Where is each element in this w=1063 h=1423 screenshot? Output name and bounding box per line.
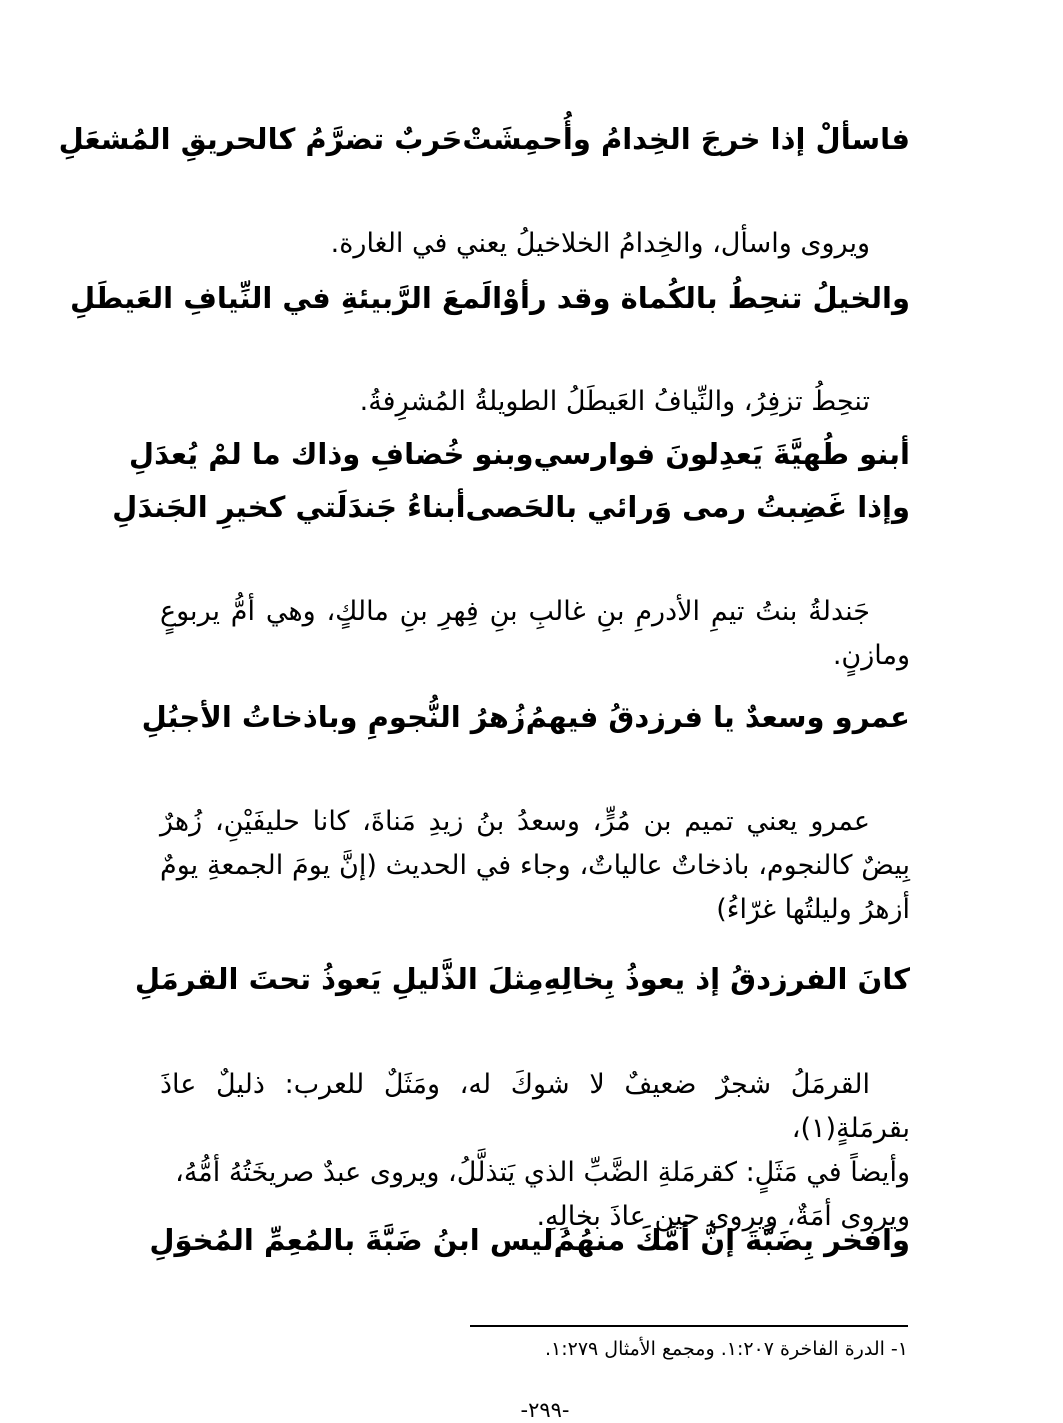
- commentary-line: جَندلةُ بنتُ تيمِ الأدرمِ بنِ غالبِ بنِ فِهرِ بنِ مالكٍ، وهي أمُّ يربوعٍ ومازنٍ.: [160, 596, 910, 671]
- commentary-paragraph: [160, 1063, 910, 1239]
- commentary-paragraph: [160, 380, 910, 424]
- verse-second-hemistich: زُهرُ النُّجومِ وباذخاتُ الأجبُلِ: [141, 700, 526, 734]
- verse-line: [58, 117, 910, 161]
- verse-second-hemistich: لَمعَ الرَّبيئةِ في النِّيافِ العَيطَلِ: [69, 281, 493, 315]
- verse-line: [69, 276, 910, 320]
- verse-first-hemistich: أبنو طُهيَّةَ يَعدِلونَ فوارسي: [533, 437, 910, 471]
- verse-first-hemistich: وإذا غَضِبتُ رمى وَرائي بالحَصى: [465, 490, 910, 524]
- commentary-line: وأيضاً في مَثَلٍ: كقرمَلةِ الضَّبِّ الذي يَتذلَّلُ، ويروى عبدٌ صريخَتُهُ أمُّهُ،: [175, 1157, 910, 1188]
- verse-line: [112, 485, 910, 529]
- commentary-line: عمرو يعني تميم بن مُرٍّ، وسعدُ بنُ زيدِ مَناةَ، كانا حليفَيْنِ، زُهرٌ بِيضٌ كالنجوم، باذخاتٌ عالياتٌ، وجاء في الحديث (إنَّ يومَ الجمعةِ يومٌ أزهرُ وليلتُها غرّاءُ): [160, 806, 910, 925]
- verse-line: [128, 432, 910, 476]
- verse-line: [141, 695, 910, 739]
- commentary-line: ويروى أمَةٌ، ويروى حين عاذَ بخالِهِ.: [536, 1201, 910, 1232]
- footnote-separator: [470, 1325, 908, 1327]
- verse-first-hemistich: عمرو وسعدٌ يا فرزدقُ فيهمُ: [525, 700, 910, 734]
- verse-first-hemistich: فاسألْ إذا خرجَ الخِدامُ وأُحمِشَتْ: [462, 122, 910, 156]
- commentary-paragraph: [160, 800, 910, 932]
- verse-second-hemistich: وبنو خُضافِ وذاك ما لمْ يُعدَلِ: [128, 437, 534, 471]
- commentary-line: ويروى واسأل، والخِدامُ الخلاخيلُ يعني في الغارة.: [330, 228, 870, 259]
- commentary-paragraph: [160, 590, 910, 678]
- verse-line: [149, 1218, 910, 1262]
- footnote: ١- الدرة الفاخرة ١:٢٠٧. ومجمع الأمثال ١:٢٧٩.: [544, 1338, 908, 1360]
- verse-second-hemistich: ليس ابنُ ضَبَّةَ بالمُعِمِّ المُخوَلِ: [149, 1223, 554, 1257]
- verse-first-hemistich: والخيلُ تنحِطُ بالكُماة وقد رأوْا: [492, 281, 910, 315]
- commentary-line: القرمَلُ شجرٌ ضعيفٌ لا شوكَ له، ومَثَلٌ للعرب: ذليلٌ عاذَ بقرمَلةٍ(١)،: [160, 1069, 910, 1144]
- verse-second-hemistich: مِثلَ الذَّليلِ يَعوذُ تحتَ القرمَلِ: [134, 962, 544, 996]
- page-number: -٢٩٩-: [520, 1398, 570, 1422]
- verse-second-hemistich: حَربٌ تضرَّمُ كالحريقِ المُشعَلِ: [58, 122, 463, 156]
- commentary-paragraph: [160, 222, 910, 266]
- verse-first-hemistich: وافخر بِضَبَّةَ إنَّ أمَّكَ منهُمُ: [553, 1223, 910, 1257]
- commentary-line: تنحِطُ تزفِرُ، والنِّيافُ العَيطَلُ الطويلةُ المُشرِفةُ.: [359, 386, 870, 417]
- verse-line: [134, 957, 910, 1001]
- verse-first-hemistich: كانَ الفرزدقُ إذ يعوذُ بِخالِهِ: [543, 962, 910, 996]
- verse-second-hemistich: أبناءُ جَندَلَتي كخيرِ الجَندَلِ: [112, 490, 466, 524]
